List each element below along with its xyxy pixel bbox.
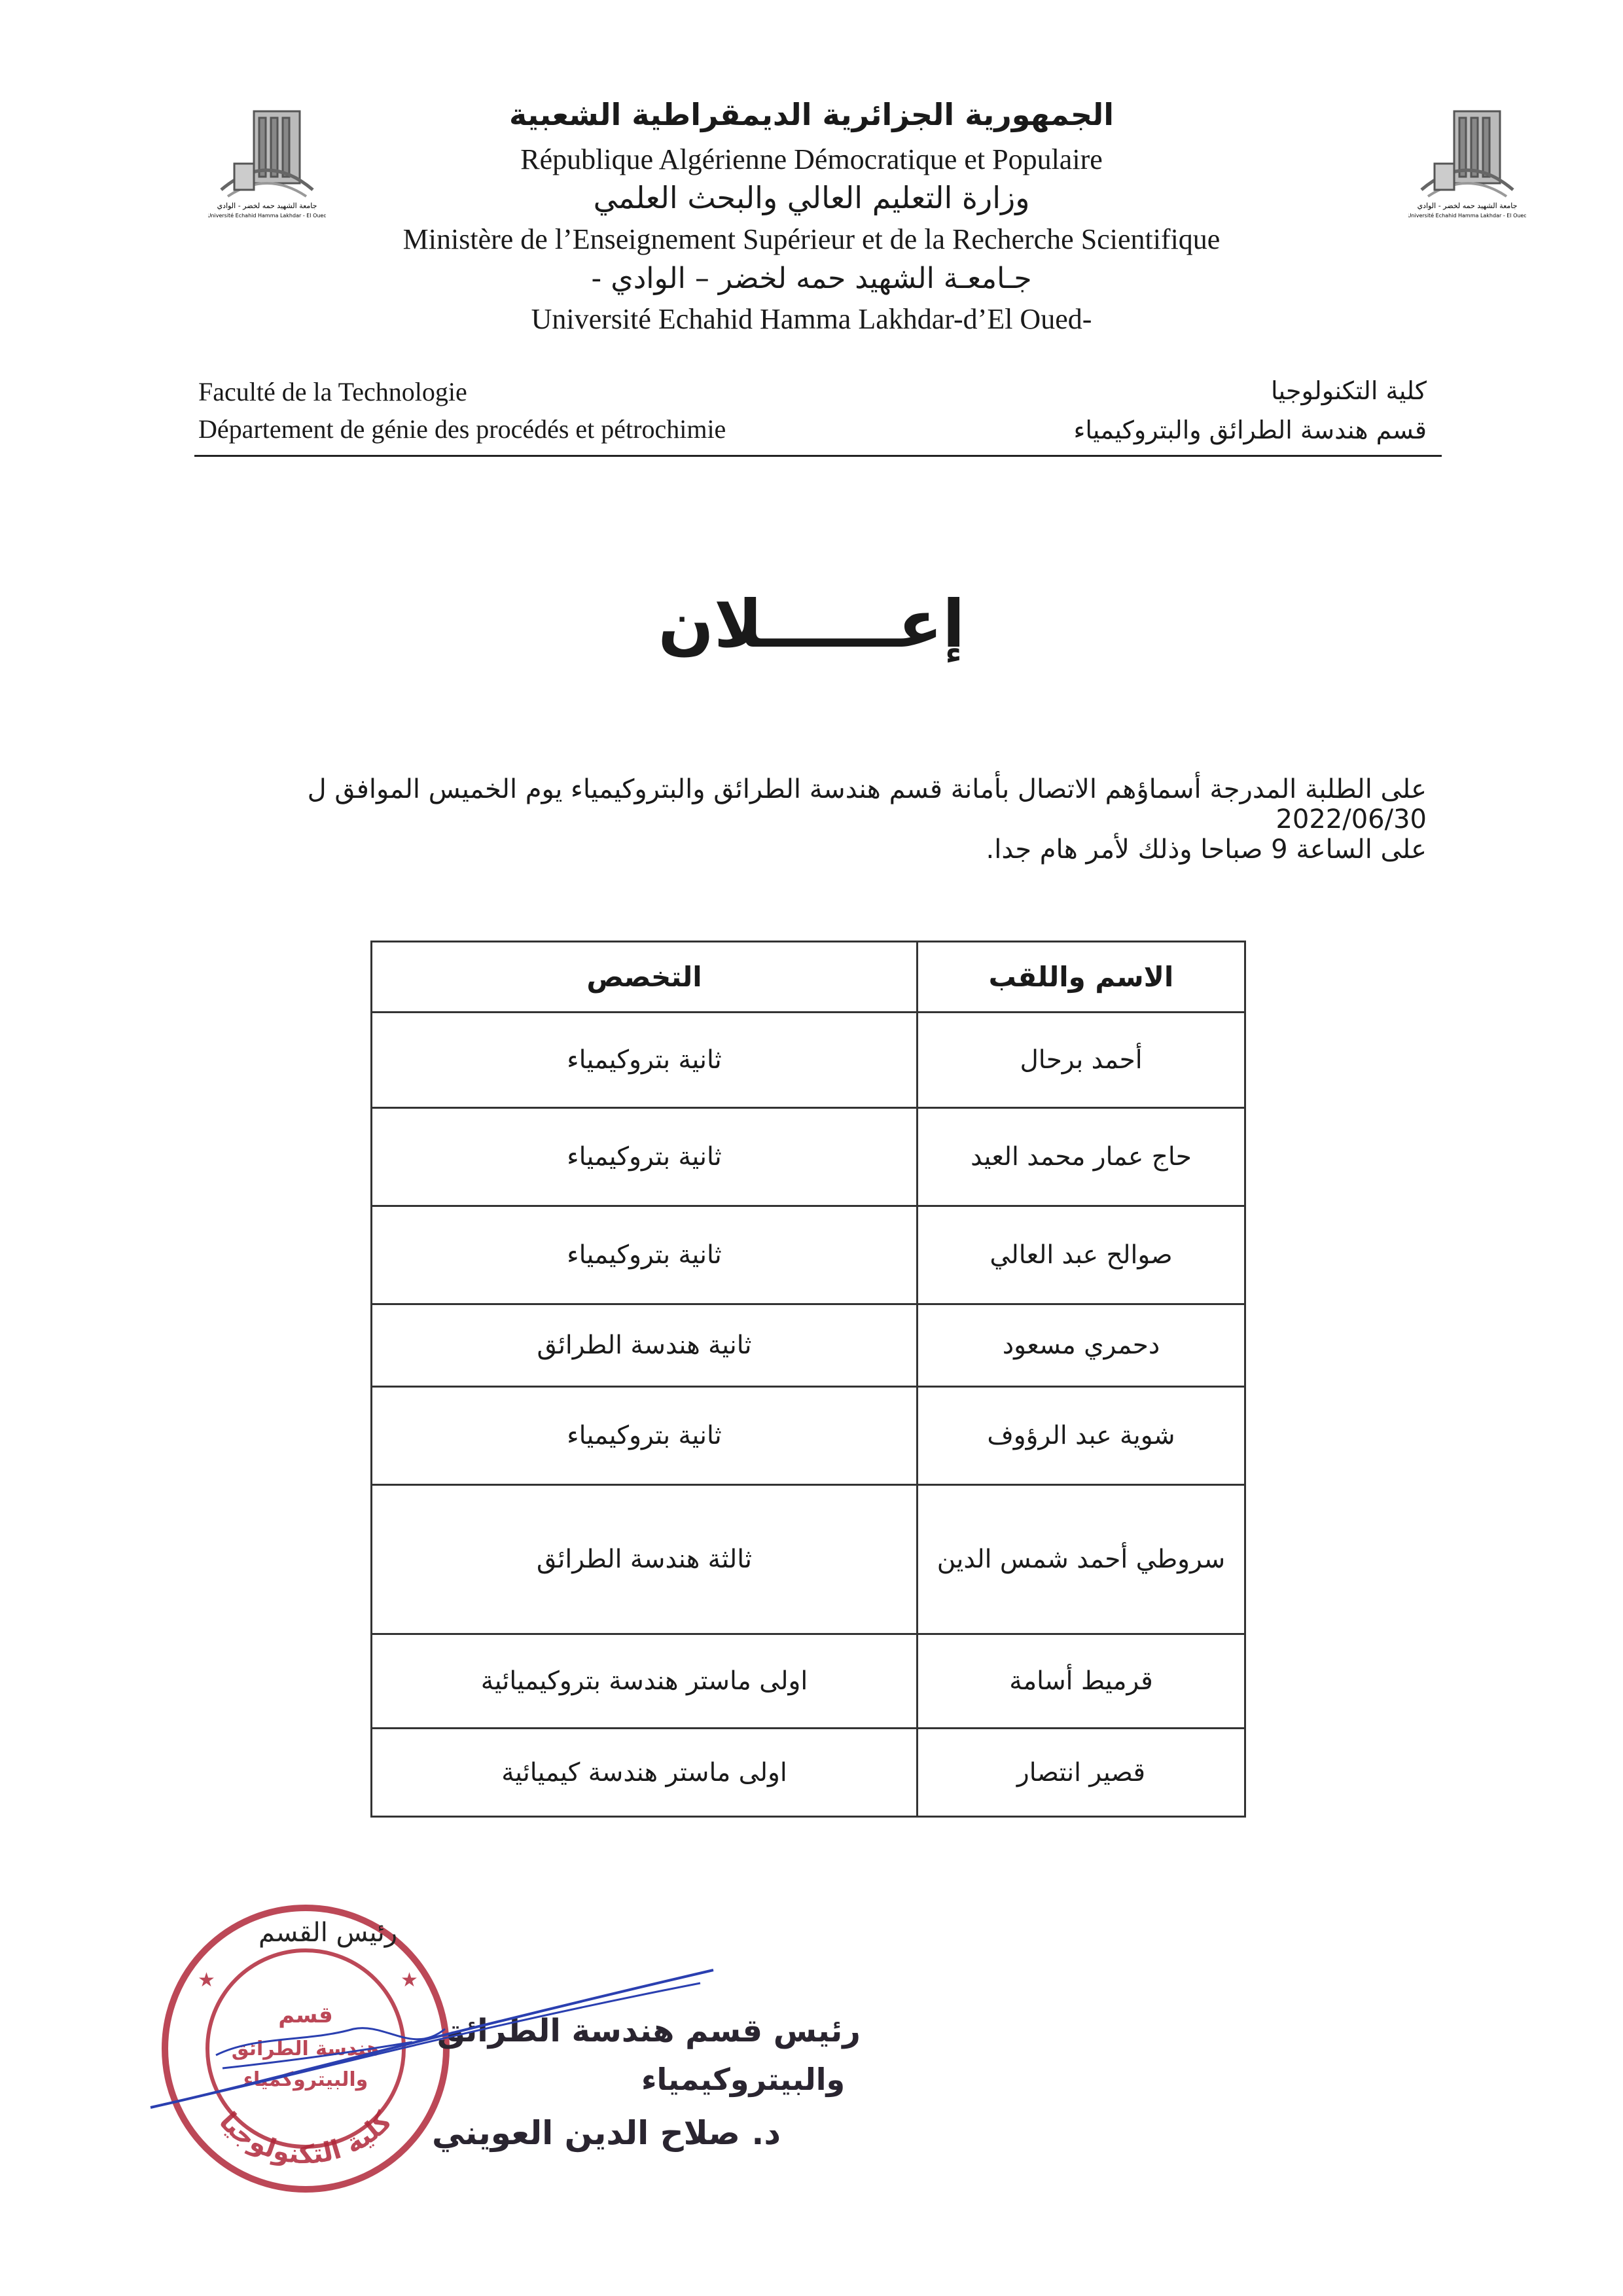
republic-fr: République Algérienne Démocratique et Populaire: [520, 143, 1103, 175]
ministry-ar: وزارة التعليم العالي والبحث العلمي: [593, 180, 1030, 215]
student-specialty: ثانية بتروكيمياء: [372, 1387, 918, 1485]
student-specialty: اولى ماستر هندسة كيميائية: [372, 1729, 918, 1817]
rect-stamp-line-3: د. صلاح الدين العويني: [432, 2114, 781, 2152]
stamp-inner-2: هندسة الطرائق: [231, 2037, 380, 2060]
header-name: الاسم واللقب: [918, 942, 1245, 1013]
faculty-fr: Faculté de la Technologie: [198, 377, 467, 406]
table-row: [372, 1206, 1245, 1304]
table-row: [372, 1013, 1245, 1108]
student-name: شوية عبد الرؤوف: [918, 1387, 1245, 1485]
ministry-fr: Ministère de l’Enseignement Supérieur et de la Recherche Scientifique: [402, 223, 1221, 255]
table-row: [372, 1634, 1245, 1729]
student-specialty: اولى ماستر هندسة بتروكيميائية: [372, 1634, 918, 1729]
student-specialty: ثانية بتروكيمياء: [372, 1206, 918, 1304]
university-logo-right: [1408, 98, 1526, 223]
student-name: صوالح عبد العالي: [918, 1206, 1245, 1304]
announcement-line-1: على الطلبة المدرجة أسماؤهم الاتصال بأمانة قسم هندسة الطرائق والبتروكيمياء يوم الخميس الموافق ل 2022/06/30: [307, 774, 1427, 834]
university-ar: جـامعـة الشهيد حمه لخضر – الوادي -: [591, 262, 1032, 295]
announcement-line-2: على الساعة 9 صباحا وذلك لأمر هام جدا.: [986, 834, 1427, 865]
table-row: [372, 1387, 1245, 1485]
rect-stamp-line-2: والبيتروكيمياء: [641, 2062, 846, 2097]
announcement-title: إعــــــلان: [658, 586, 965, 662]
table-header-row: [372, 942, 1245, 1013]
logo-caption-left: جامعة الشهيد حمه لخضر - الوادي: [217, 202, 317, 210]
table-row: [372, 1304, 1245, 1387]
student-name: دحمري مسعود: [918, 1304, 1245, 1387]
student-specialty: ثانية هندسة الطرائق: [372, 1304, 918, 1387]
header-specialty: التخصص: [372, 942, 918, 1013]
signature-role: رئيس القسم: [259, 1918, 398, 1948]
students-table: [370, 941, 1246, 1818]
table-row: [372, 1485, 1245, 1634]
svg-text:★: ★: [198, 1969, 215, 1992]
student-name: سروطي أحمد شمس الدين: [918, 1485, 1245, 1634]
handwritten-signature: [137, 1957, 726, 2127]
logo-caption-left-fr: Université Echahid Hamma Lakhdar - El Oued: [208, 213, 326, 219]
republic-ar: الجمهورية الجزائرية الديمقراطية الشعبية: [508, 97, 1115, 132]
faculty-ar: كلية التكنولوجيا: [1270, 376, 1427, 405]
header-divider: [194, 455, 1442, 457]
table-row: [372, 1108, 1245, 1206]
logo-caption-right: جامعة الشهيد حمه لخضر - الوادي: [1417, 202, 1518, 210]
student-specialty: ثانية بتروكيمياء: [372, 1108, 918, 1206]
logo-caption-right-fr: Université Echahid Hamma Lakhdar - El Oued: [1408, 213, 1526, 219]
student-specialty: ثانية بتروكيمياء: [372, 1013, 918, 1108]
stamp-outer-text: كلية التكنولوجيا: [213, 2106, 399, 2170]
stamp-inner-3: والبيتروكمياء: [243, 2068, 368, 2091]
stamp-inner-1: قسم: [278, 2002, 333, 2028]
student-name: قرميط أسامة: [918, 1634, 1245, 1729]
table-row: [372, 1729, 1245, 1817]
svg-text:★: ★: [401, 1969, 418, 1992]
student-name: أحمد برحال: [918, 1013, 1245, 1108]
department-fr: Département de génie des procédés et pétrochimie: [198, 414, 726, 444]
student-name: قصير انتصار: [918, 1729, 1245, 1817]
department-ar: قسم هندسة الطرائق والبتروكيمياء: [1073, 416, 1427, 444]
student-name: حاج عمار محمد العيد: [918, 1108, 1245, 1206]
student-specialty: ثالثة هندسة الطرائق: [372, 1485, 918, 1634]
rect-stamp-line-1: رئيس قسم هندسة الطرائق: [437, 2013, 861, 2049]
university-fr: Université Echahid Hamma Lakhdar-d’El Oued-: [531, 303, 1092, 335]
